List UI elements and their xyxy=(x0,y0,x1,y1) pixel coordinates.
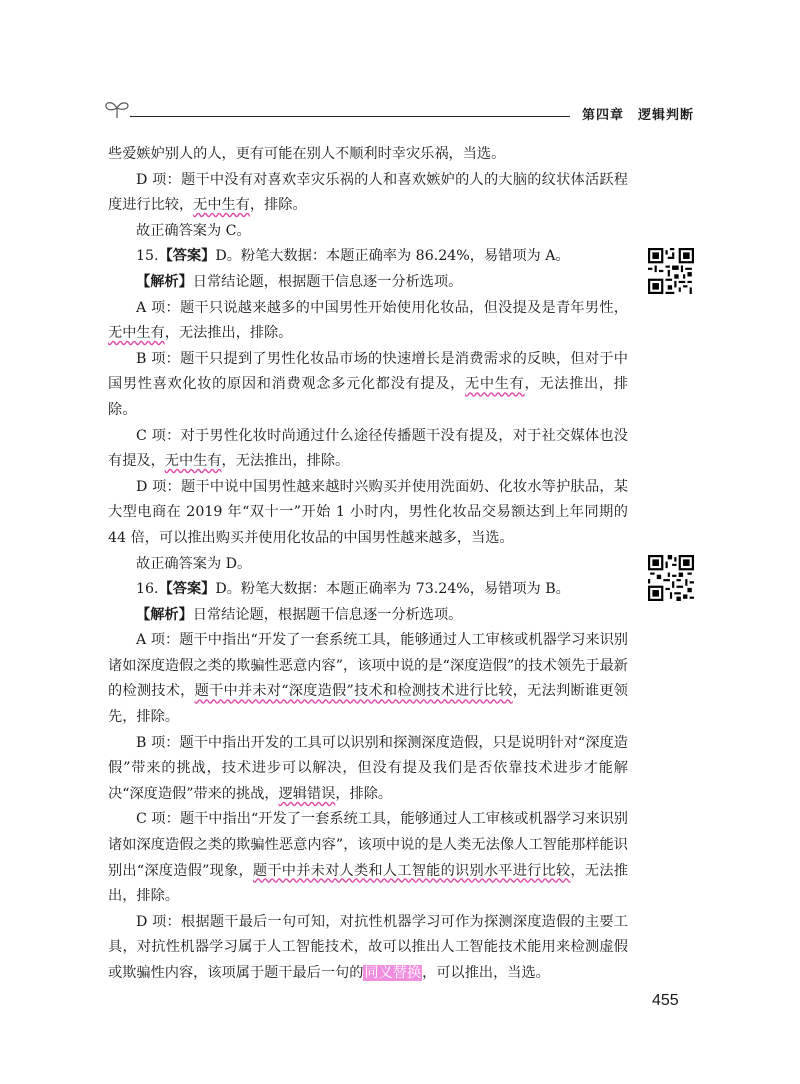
answer-line: 16.【答案】D。粉笔大数据：本题正确率为 73.24%，易错项为 B。 xyxy=(136,581,570,598)
chapter-title xyxy=(568,104,694,123)
underlined-phrase: 无中生有 xyxy=(465,376,525,393)
paragraph: 故正确答案为 C。 xyxy=(136,222,251,239)
paragraph: A 项：题干中指出“开发了一套系统工具，能够通过人工审核或机器学习来识别诸如深度造假之类的欺骗性恶意内容”，该项中说的是“深度造假”的技术领先于最新的检测技术，题干中并未对“深度造假”技术和检测技术进行比较，无法判断谁更领先，排除。 xyxy=(108,632,628,726)
underlined-phrase: 题干中并未对“深度造假”技术和检测技术进行比较 xyxy=(194,683,513,700)
paragraph: B 项：题干中指出开发的工具可以识别和探测深度造假，只是说明针对“深度造假”带来的挑战，技术进步可以解决，但没有提及我们是否依靠技术进步才能解决“深度造假”带来的挑战，逻辑错误，排除。 xyxy=(108,734,628,802)
page-number: 455 xyxy=(652,992,679,1009)
underlined-phrase: 无中生有 xyxy=(164,453,222,470)
underlined-phrase: 无中生有 xyxy=(108,325,165,342)
underlined-phrase: 逻辑错误 xyxy=(278,785,336,802)
paragraph: C 项：对于男性化妆时尚通过什么途径传播题干没有提及，对于社交媒体也没有提及，无中生有，无法推出，排除。 xyxy=(108,427,628,470)
page-header xyxy=(100,96,700,130)
paragraph: D 项：根据题干最后一句可知，对抗性机器学习可作为探测深度造假的主要工具，对抗性机器学习属于人工智能技术，故可以推出人工智能技术能用来检测虚假或欺骗性内容，该项属于题干最后一句的同义替换，可以推出，当选。 xyxy=(108,913,628,981)
header-rule xyxy=(130,116,570,117)
paragraph: D 项：题干中没有对喜欢幸灾乐祸的人和喜欢嫉妒的人的大脑的纹状体活跃程度进行比较，无中生有，排除。 xyxy=(108,171,628,214)
analysis-line: 【解析】日常结论题，根据题干信息逐一分析选项。 xyxy=(136,606,463,623)
underlined-phrase: 题干中并未对人类和人工智能的识别水平进行比较 xyxy=(252,862,571,879)
paragraph: D 项：题干中说中国男性越来越时兴购买并使用洗面奶、化妆水等护肤品，某大型电商在 2019 年“双十一”开始 1 小时内，男性化妆品交易额达到上年同期的 44 倍，可以推出购买并使用化妆品的中国男性越来越多，当选。 xyxy=(108,478,628,546)
paragraph: 些爱嫉妒别人的人，更有可能在别人不顺利时幸灾乐祸，当选。 xyxy=(108,146,506,162)
leaf-sprout-icon xyxy=(104,98,130,120)
paragraph: A 项：题干只说越来越多的中国男性开始使用化妆品，但没提及是青年男性，无中生有，无法推出，排除。 xyxy=(108,299,628,342)
paragraph: B 项：题干只提到了男性化妆品市场的快速增长是消费需求的反映，但对于中国男性喜欢化妆的原因和消费观念多元化都没有提及，无中生有，无法推出，排除。 xyxy=(108,350,628,418)
qr-code-icon[interactable] xyxy=(648,248,694,294)
highlighted-phrase: 同义替换 xyxy=(364,965,422,981)
paragraph: C 项：题干中指出“开发了一套系统工具，能够通过人工审核或机器学习来识别诸如深度造假之类的欺骗性恶意内容”，该项中说的是人类无法像人工智能那样能识别出“深度造假”现象，题干中并未对人类和人工智能的识别水平进行比较，无法推出，排除。 xyxy=(108,811,628,905)
analysis-line: 【解析】日常结论题，根据题干信息逐一分析选项。 xyxy=(136,273,463,290)
underlined-phrase: 无中生有 xyxy=(193,197,250,214)
page-body xyxy=(108,142,628,987)
paragraph: 故正确答案为 D。 xyxy=(136,555,252,572)
qr-code-icon[interactable] xyxy=(648,555,694,601)
chapter-name: 逻辑判断 xyxy=(637,108,694,123)
answer-line: 15.【答案】D。粉笔大数据：本题正确率为 86.24%，易错项为 A。 xyxy=(136,248,570,265)
chapter-number: 第四章 xyxy=(581,108,624,123)
